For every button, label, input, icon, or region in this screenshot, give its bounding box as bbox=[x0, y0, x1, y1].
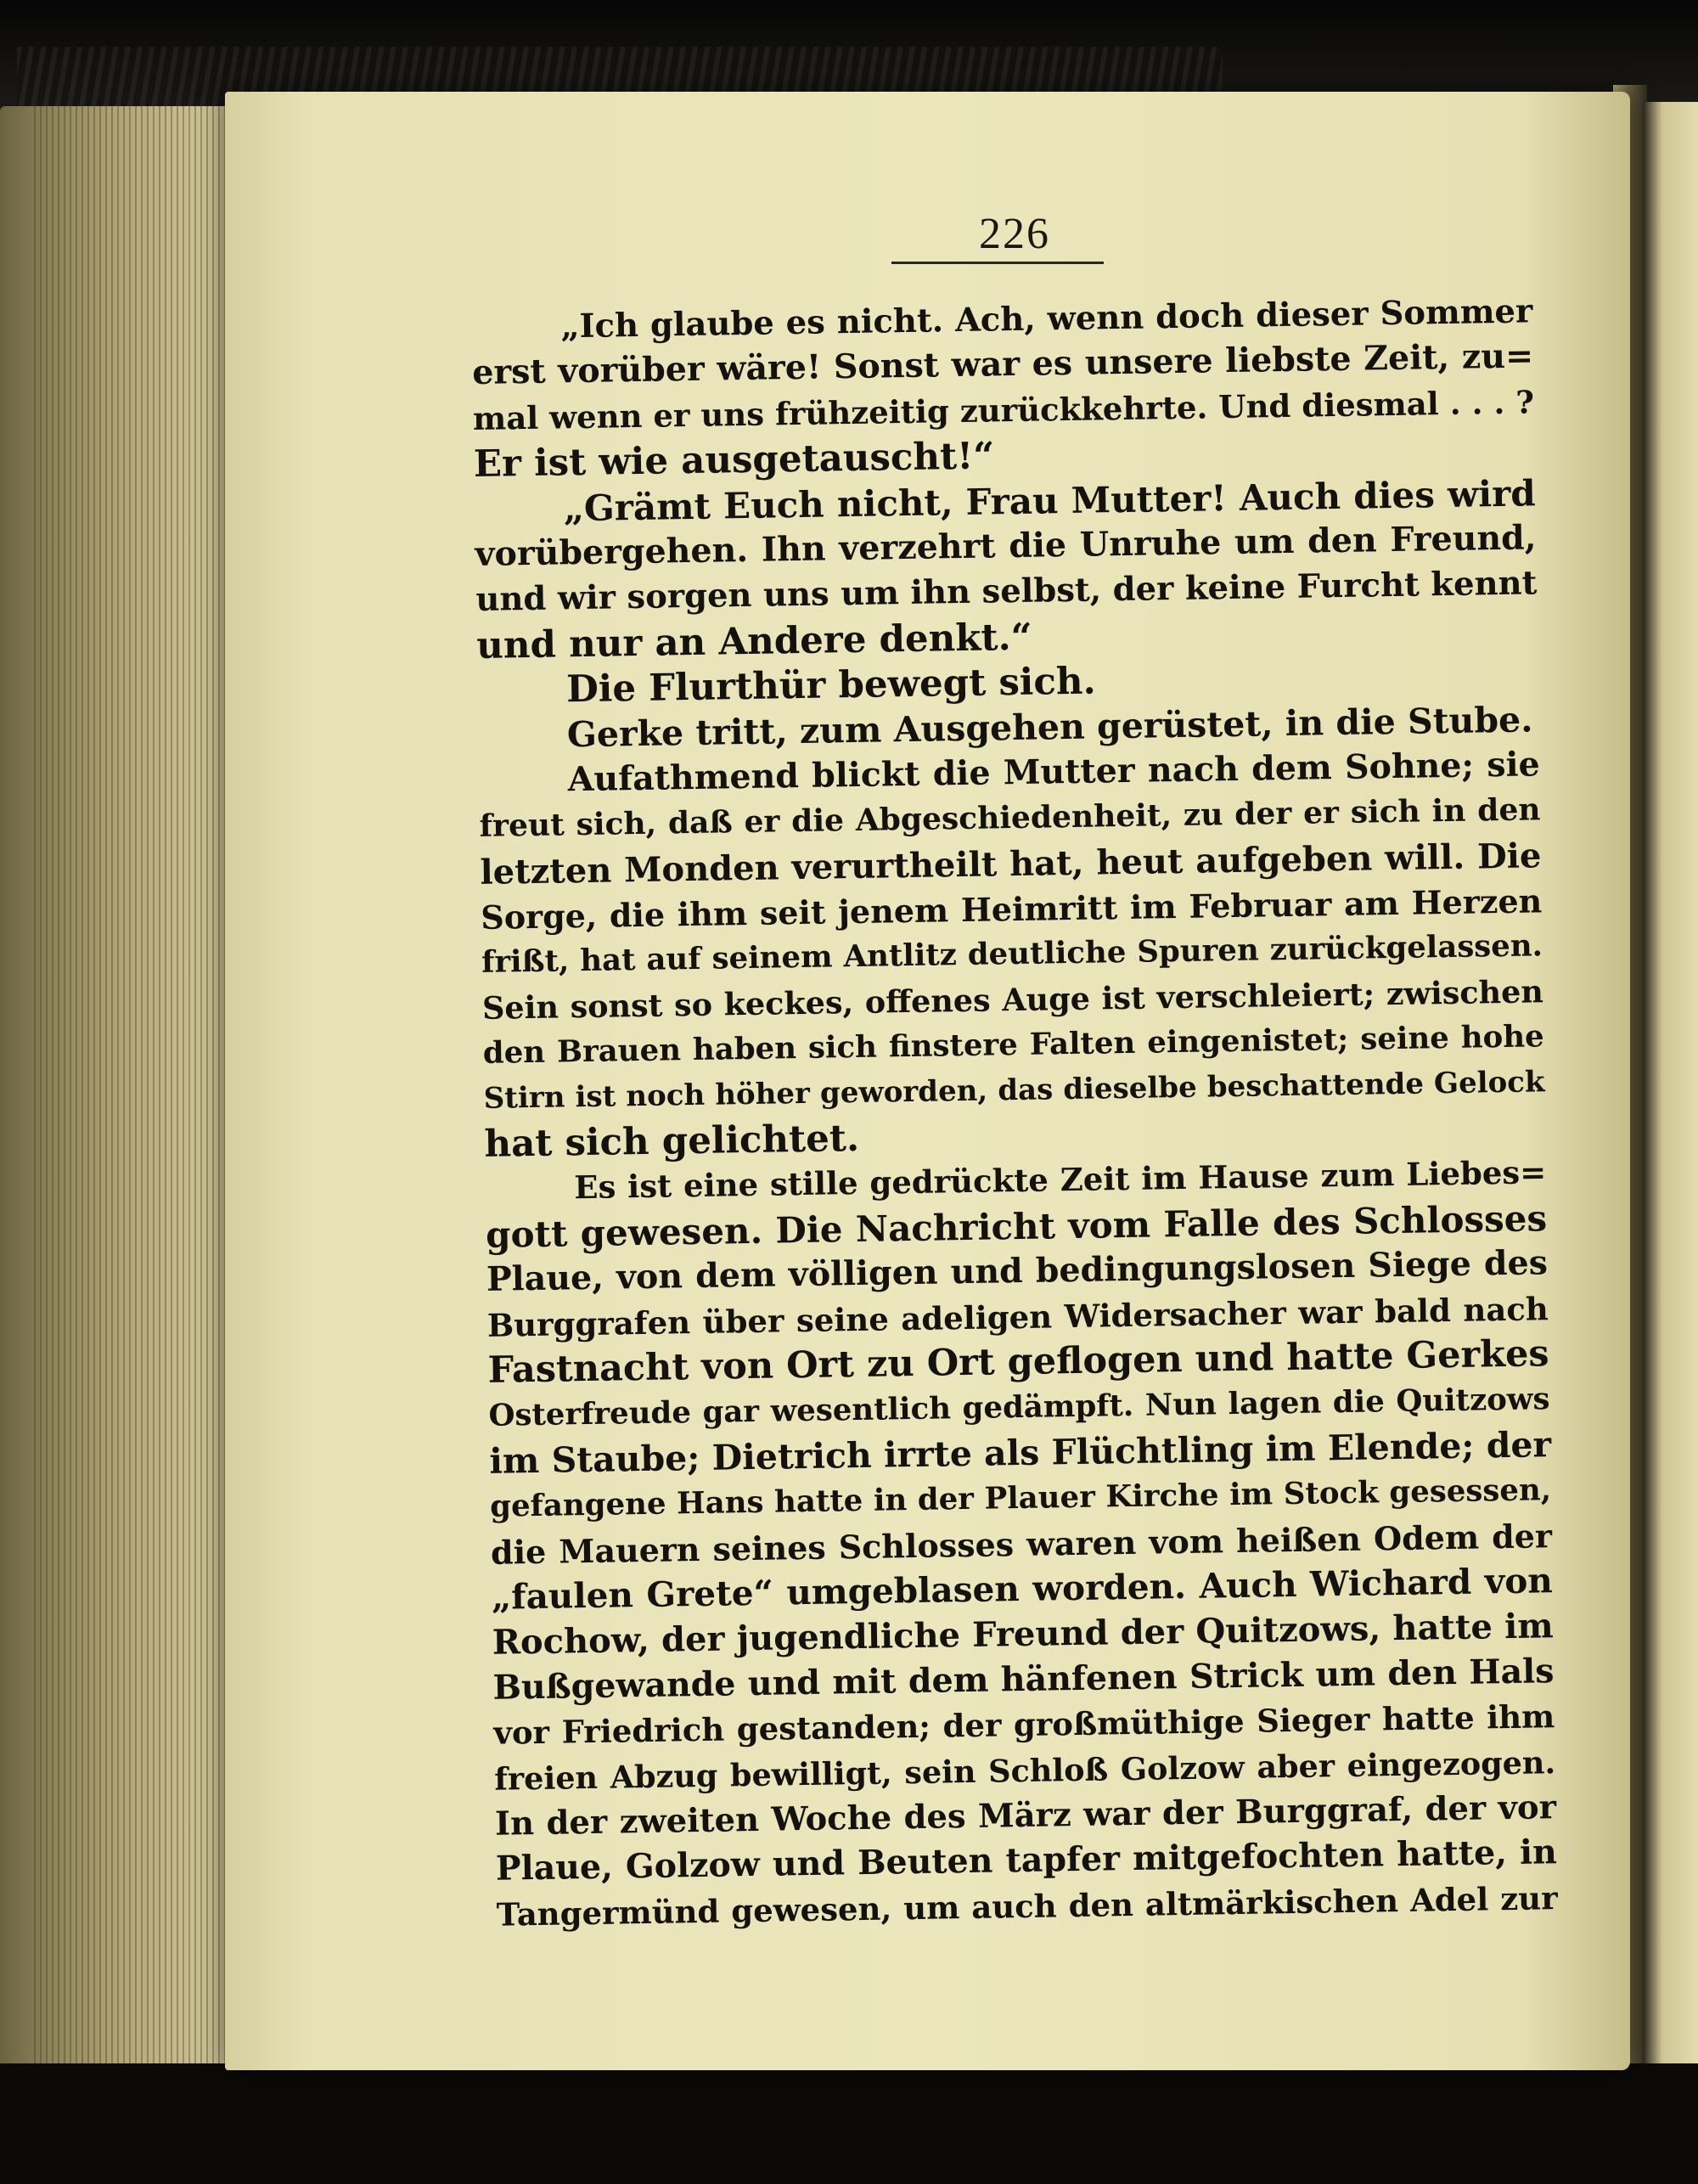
text-line: gefangene Hans hatte in der Plauer Kirche im Stock gesessen, bbox=[489, 1472, 1552, 1524]
body-text bbox=[471, 289, 1558, 1937]
text-line: im Staube; Dietrich irrte als Flüchtling im Elende; der bbox=[488, 1423, 1552, 1482]
text-line: vor Friedrich gestanden; der großmüthige Sieger hatte ihm bbox=[493, 1697, 1555, 1752]
text-line: Osterfreude gar wesentlich gedämpft. Nun lagen die Quitzows bbox=[488, 1382, 1550, 1434]
text-line: „faulen Grete“ umgeblasen worden. Auch Wichard von bbox=[491, 1560, 1554, 1618]
text-line: „Ich glaube es nicht. Ach, wenn doch dieser Sommer bbox=[560, 292, 1533, 346]
text-line: Es ist eine stille gedrückte Zeit im Hause zum Liebes= bbox=[573, 1153, 1547, 1207]
text-line: Burggrafen über seine adeligen Widersacher war bald nach bbox=[486, 1289, 1549, 1344]
text-line: Plaue, von dem völligen und bedingungslosen Siege des bbox=[486, 1243, 1549, 1300]
text-line: den Brauen haben sich finstere Falten eingenistet; seine hohe bbox=[482, 1019, 1545, 1072]
page-edges bbox=[34, 106, 246, 2093]
text-line: Aufathmend blickt die Mutter nach dem Sohne; sie bbox=[567, 745, 1541, 800]
text-line: Die Flurthür bewegt sich. bbox=[565, 659, 1097, 712]
text-line: freien Abzug bewilligt, sein Schloß Golzow aber eingezogen. bbox=[493, 1743, 1556, 1798]
text-line: letzten Monden verurtheilt hat, heut aufgeben will. Die bbox=[480, 835, 1542, 892]
text-line: Stirn ist noch höher geworden, das dieselbe beschattende Gelock bbox=[483, 1064, 1545, 1116]
text-line: erst vorüber wäre! Sonst war es unsere liebste Zeit, zu= bbox=[471, 336, 1534, 393]
text-line: Gerke tritt, zum Ausgehen gerüstet, in die Stube. bbox=[566, 698, 1533, 755]
text-line: Plaue, Golzow und Beuten tapfer mitgefochten hatte, in bbox=[495, 1832, 1558, 1889]
text-line: „Grämt Euch nicht, Frau Mutter! Auch dies wird bbox=[563, 471, 1537, 529]
text-line: freut sich, daß er die Abgeschiedenheit, zu der er sich in den bbox=[479, 791, 1541, 845]
text-line: hat sich gelichtet. bbox=[484, 1116, 860, 1166]
text-line: Er ist wie ausgetauscht!“ bbox=[473, 434, 995, 487]
text-line: Sein sonst so keckes, offenes Auge ist verschleiert; zwischen bbox=[481, 973, 1544, 1027]
page-number-rule bbox=[891, 262, 1104, 264]
book-binding-bottom bbox=[0, 2063, 1698, 2184]
text-line: vorübergehen. Ihn verzehrt die Unruhe um den Freund, bbox=[475, 518, 1537, 574]
text-line: frißt, hat auf seinem Antlitz deutliche Spuren zurückgelassen. bbox=[481, 928, 1543, 981]
text-line: die Mauern seines Schlosses waren vom heißen Odem der bbox=[490, 1516, 1553, 1572]
text-line: Bußgewande und mit dem hänfenen Strick um den Hals bbox=[492, 1651, 1555, 1708]
page-number: 226 bbox=[979, 209, 1050, 258]
text-line: gott gewesen. Die Nachricht vom Falle des Schlosses bbox=[485, 1197, 1548, 1256]
text-line: Sorge, die ihm seit jenem Heimritt im Februar am Herzen bbox=[480, 881, 1543, 937]
text-line: und nur an Andere denkt.“ bbox=[475, 615, 1033, 667]
facing-page-edge bbox=[1643, 102, 1698, 2080]
text-line: Tangermünd gewesen, um auch den altmärkischen Adel zur bbox=[496, 1878, 1558, 1934]
text-line: Rochow, der jugendliche Freund der Quitzows, hatte im bbox=[492, 1606, 1554, 1663]
text-line: Fastnacht von Ort zu Ort geflogen und hatte Gerkes bbox=[487, 1332, 1549, 1392]
text-line: In der zweiten Woche des März war der Burggraf, der vor bbox=[494, 1788, 1557, 1843]
text-line: und wir sorgen uns um ihn selbst, der keine Furcht kennt bbox=[475, 564, 1538, 620]
text-line: mal wenn er uns frühzeitig zurückkehrte. Und diesmal . . . ? bbox=[472, 383, 1535, 437]
page-stack-edge bbox=[0, 106, 255, 2093]
